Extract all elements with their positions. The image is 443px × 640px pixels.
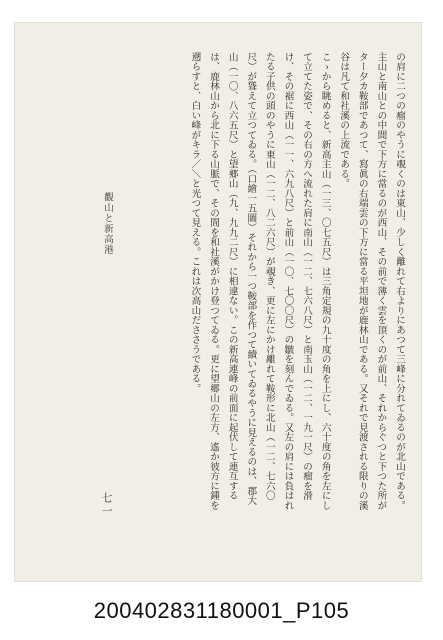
body-text: [122, 52, 408, 512]
running-caption: 觀山と新高港: [102, 192, 113, 255]
archive-file-id: 200402831180001_P105: [93, 598, 350, 623]
scanned-page: [14, 22, 422, 582]
paragraph: の肩に二つの瘤のやうに覗くのは東山、少しく離れて右よりにあつて三峰に分れてゐるのが北山である。主山と南山との中間で下方に當るのが西山、その前で薄く雲を頂くのが前山、それからぐつと下つた所がター夕カ鞍部であつて、寫眞の右端雲の下方に當る平坦地が鹿林山である。又それで見渡される限りの溪谷は凡て和社溪の上流である。: [338, 52, 405, 511]
paragraph: こゝから眺めると、新高主山（一三、〇七五尺）は三角定規の九十度の角を上にし、六十度の角を左にして立てた姿で、その右の方へ流れた肩に南山（一二、七六八尺）と南玉山（一二、一九一尺）の瘤を滑け、その裾に西山（一一、六九八尺）と前山（一〇、七〇〇尺）の皺を刻んでゐる。又左の肩には負はれたる子供の頭のやうに東山（一二、八二六尺）が覗き、更に左にかけ離れて鞍形に北山（一二、七六〇尺）が聳えて立つてゐる。（口繪一五圖）それから一つ鞍部を作つて續いてゐるやうに見えるのは、郡大山（一〇、八六五尺）と望郷山（九、九九二尺）に相違ない。この新高連峰の前面に起伏して連互するは、鹿林山から北に下る山脈で、その間を和社溪がかけ登つてゐる。更に望郷山の左方、遙か彼方に鍾を遡らすと、白い峰がキラ／＼と光つて見える。これは次高山だささうである。: [189, 52, 331, 511]
page-number: 七一: [100, 492, 113, 518]
